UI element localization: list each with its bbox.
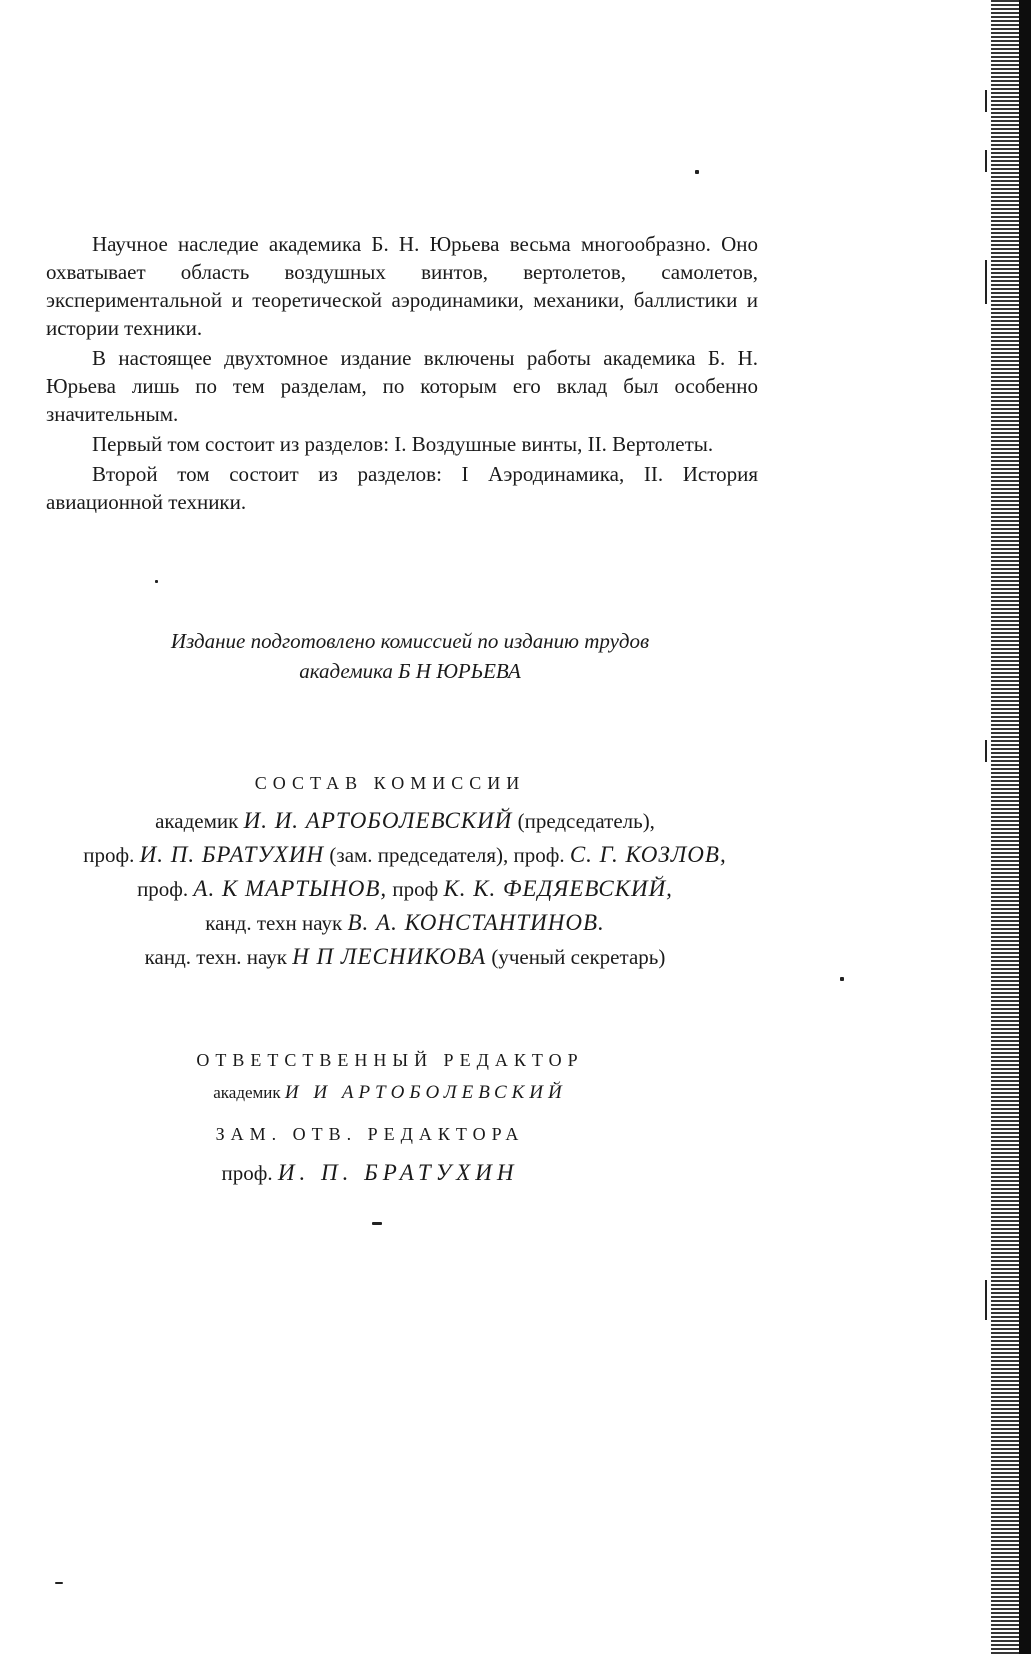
member-title: академик <box>155 809 244 833</box>
edition-note <box>60 626 760 686</box>
member-name: И. П. БРАТУХИН <box>139 842 325 867</box>
intro-paragraph: Научное наследие академика Б. Н. Юрьева весьма многообразно. Оно охватывает область воздушных винтов, вертолетов, самолетов, экспериментальной и теоретической аэродинамики, механики, баллистики и истории техники. <box>46 232 758 340</box>
member-line <box>0 940 810 974</box>
deputy-rank: проф. <box>221 1161 278 1185</box>
editor-name: И И АРТОБОЛЕВСКИЙ <box>284 1082 567 1103</box>
deputy-editor-title: ЗАМ. ОТВ. РЕДАКТОРА <box>215 1124 525 1144</box>
scan-speck <box>840 977 844 981</box>
scan-speck <box>372 1222 382 1225</box>
edition-line: академика Б Н ЮРЬЕВА <box>299 659 521 683</box>
scan-speck <box>55 1582 63 1584</box>
member-line <box>0 906 810 940</box>
commission-members <box>0 804 810 974</box>
scan-speck <box>155 580 158 583</box>
edition-line: Издание подготовлено комиссией по изданию трудов <box>170 629 650 653</box>
member-name: К. К. ФЕДЯЕВСКИЙ, <box>443 876 673 901</box>
member-role: (зам. председателя), проф. <box>324 843 570 867</box>
scan-mark <box>985 1280 987 1320</box>
member-title: канд. техн наук <box>205 911 348 935</box>
scan-mark <box>985 150 987 172</box>
member-title: проф. <box>137 877 194 901</box>
commission-title: СОСТАВ КОМИССИИ <box>254 773 526 793</box>
member-title: проф. <box>83 843 140 867</box>
member-line <box>0 804 810 838</box>
member-name: И. И. АРТОБОЛЕВСКИЙ <box>243 808 513 833</box>
member-name: В. А. КОНСТАНТИНОВ. <box>347 910 605 935</box>
editor-rank: академик <box>213 1083 285 1102</box>
member-name: С. Г. КОЗЛОВ, <box>569 842 727 867</box>
scan-mark <box>985 740 987 762</box>
intro-text <box>46 230 758 518</box>
member-name: Н П ЛЕСНИКОВА <box>292 944 487 969</box>
scanned-binding-shadow <box>1019 0 1031 1654</box>
member-title: канд. техн. наук <box>144 945 293 969</box>
chief-editor-title: ОТВЕТСТВЕННЫЙ РЕДАКТОР <box>196 1050 584 1070</box>
intro-paragraph: Первый том состоит из разделов: I. Воздушные винты, II. Вертолеты. <box>92 432 714 456</box>
deputy-name: И. П. БРАТУХИН <box>277 1160 519 1185</box>
member-line <box>0 872 810 906</box>
intro-paragraph: Второй том состоит из разделов: I Аэродинамика, II. История авиационной техники. <box>46 462 758 514</box>
intro-paragraph: В настоящее двухтомное издание включены работы академика Б. Н. Юрьева лишь по тем разделам, по которым его вклад был особенно значительным. <box>46 346 758 426</box>
scan-speck <box>695 170 699 174</box>
member-line <box>0 838 810 872</box>
member-name: А. К МАРТЫНОВ, <box>193 876 388 901</box>
scan-mark <box>985 90 987 112</box>
member-role: (председатель), <box>512 809 655 833</box>
member-title: проф <box>387 877 444 901</box>
chief-editor-name <box>160 1082 620 1104</box>
deputy-editor-name <box>160 1160 580 1186</box>
member-role: (ученый секретарь) <box>486 945 666 969</box>
scan-mark <box>985 260 987 304</box>
